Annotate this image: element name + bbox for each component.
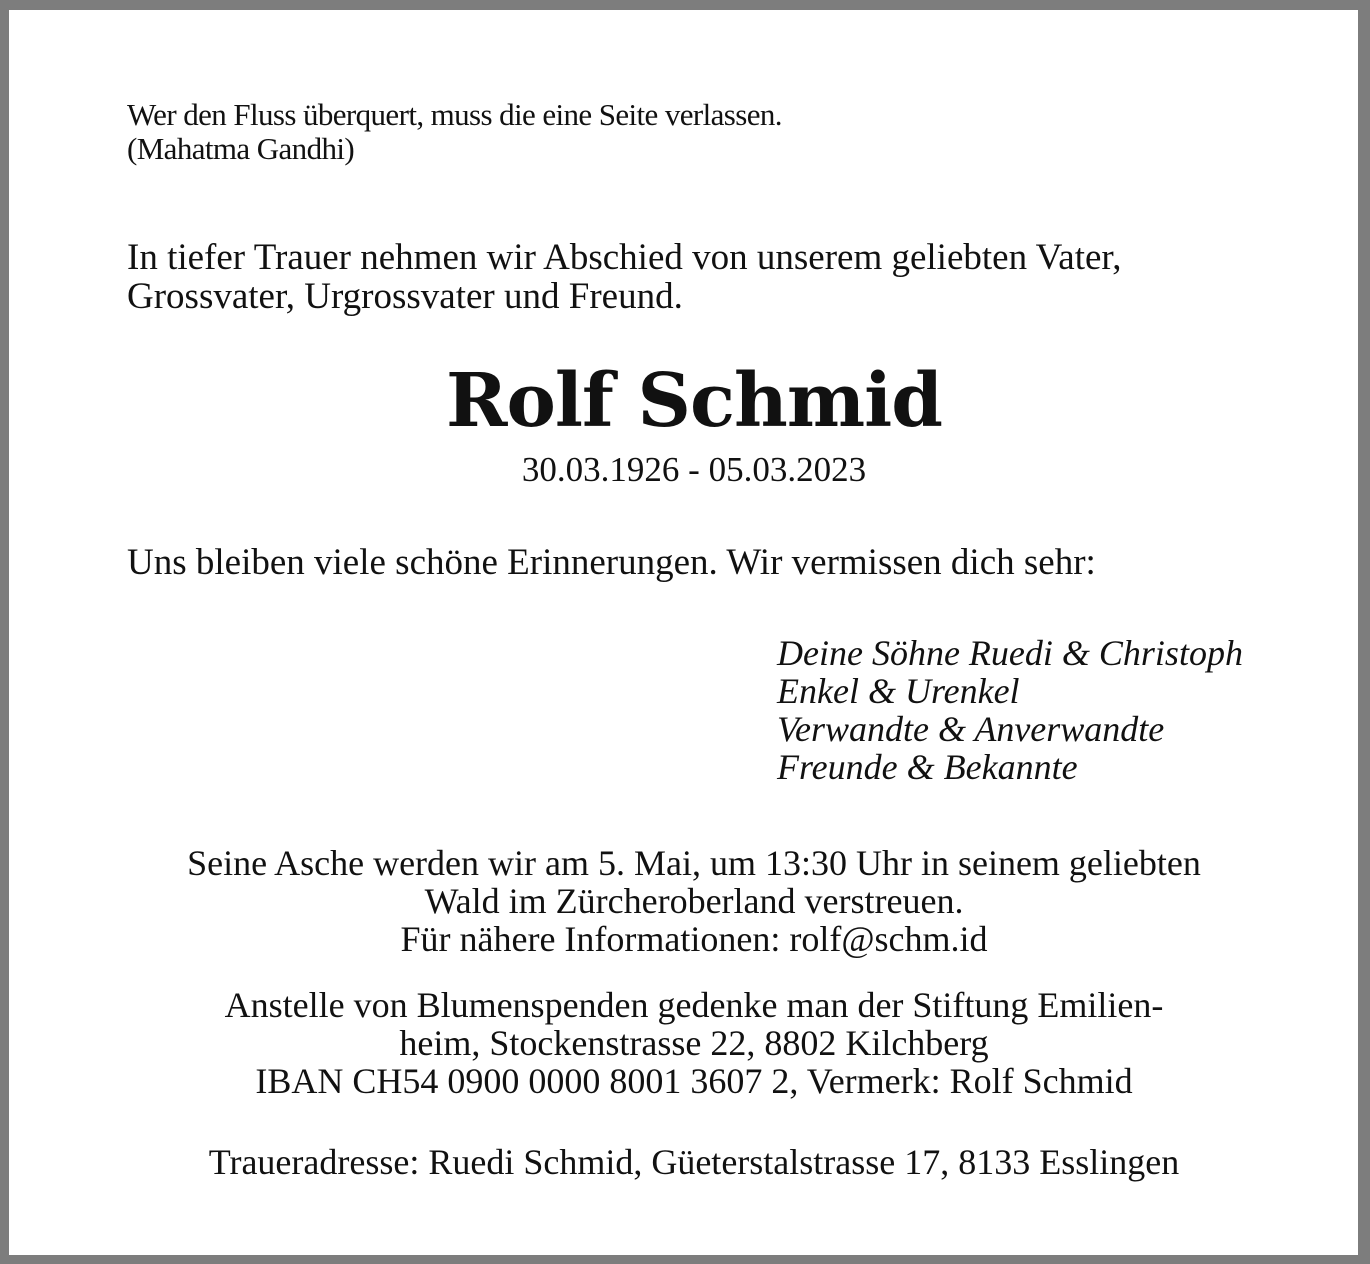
intro-paragraph bbox=[127, 238, 1122, 316]
epigraph-quote bbox=[127, 98, 782, 166]
mourning-address: Traueradresse: Ruedi Schmid, Güeterstalstrasse 17, 8133 Esslingen bbox=[208, 1142, 1180, 1182]
intro-line-1: In tiefer Trauer nehmen wir Abschied von unserem geliebten Vater, bbox=[127, 237, 1122, 278]
donation-info bbox=[9, 986, 1370, 1100]
signer-item: Freunde & Bekannte bbox=[777, 747, 1078, 787]
signer-item: Enkel & Urenkel bbox=[777, 671, 1020, 711]
signers-list bbox=[777, 634, 1243, 786]
memory-line: Uns bleiben viele schöne Erinnerungen. Wir vermissen dich sehr: bbox=[127, 542, 1096, 583]
ceremony-contact: Für nähere Informationen: rolf@schm.id bbox=[400, 919, 988, 959]
ceremony-line-2: Wald im Zürcheroberland verstreuen. bbox=[424, 881, 964, 921]
quote-author: (Mahatma Gandhi) bbox=[127, 131, 355, 166]
intro-line-2: Grossvater, Urgrossvater und Freund. bbox=[127, 276, 683, 317]
life-dates: 30.03.1926 - 05.03.2023 bbox=[521, 450, 867, 489]
donation-line-1: Anstelle von Blumenspenden gedenke man der Stiftung Emilien- bbox=[224, 985, 1164, 1025]
quote-text: Wer den Fluss überquert, muss die eine Seite verlassen. bbox=[127, 97, 782, 132]
signer-item: Verwandte & Anverwandte bbox=[777, 709, 1165, 749]
signer-item: Deine Söhne Ruedi & Christoph bbox=[777, 633, 1243, 673]
donation-line-2: heim, Stockenstrasse 22, 8802 Kilchberg bbox=[399, 1023, 989, 1063]
deceased-name: Rolf Schmid bbox=[445, 358, 942, 444]
ceremony-info bbox=[9, 844, 1370, 958]
ceremony-line-1: Seine Asche werden wir am 5. Mai, um 13:30 Uhr in seinem geliebten bbox=[187, 843, 1201, 883]
donation-iban: IBAN CH54 0900 0000 8001 3607 2, Vermerk: Rolf Schmid bbox=[255, 1061, 1133, 1101]
